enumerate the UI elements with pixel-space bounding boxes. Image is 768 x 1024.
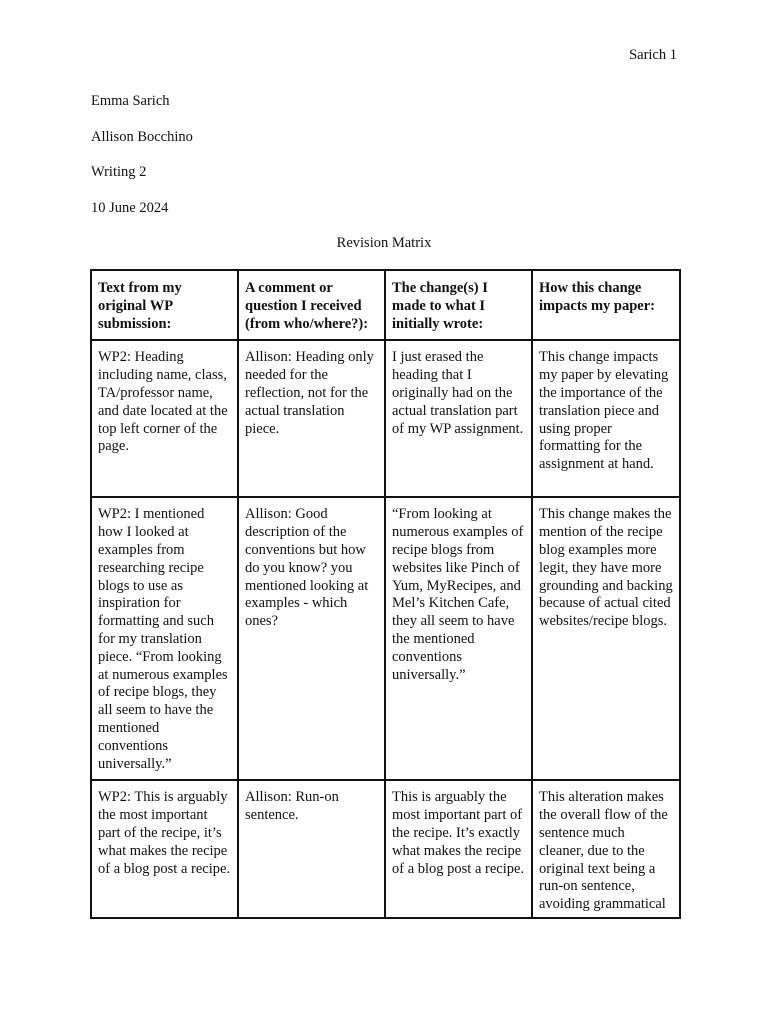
table-cell: “From looking at numerous examples of recipe blogs from websites like Pinch of Yum, MyRecipes, and Mel’s Kitchen Cafe, they all seem to have the mentioned conventions universally.” <box>385 497 532 780</box>
course-name: Writing 2 <box>91 164 147 180</box>
table-header-row <box>91 270 680 340</box>
table-cell: This change impacts my paper by elevating the importance of the translation piece and using proper formatting for the assignment at hand. <box>532 340 680 497</box>
column-header: The change(s) I made to what I initially wrote: <box>385 270 532 340</box>
cell-text: Allison: Run-on sentence. <box>245 789 339 824</box>
date: 10 June 2024 <box>91 200 169 216</box>
table-row <box>91 497 680 780</box>
table-cell: I just erased the heading that I originally had on the actual translation part of my WP assignment. <box>385 340 532 497</box>
table-cell <box>385 780 532 918</box>
cell-text: WP2: This is arguably the most important part of the recipe, it’s what makes the recipe of a blog post a recipe. <box>98 789 231 877</box>
author-name: Emma Sarich <box>91 93 170 109</box>
table-row <box>91 780 680 918</box>
cell-text: This alteration makes the overall flow of the sentence much cleaner, due to the original text being a run-on sentence, avoiding grammatical <box>539 789 668 912</box>
table-cell <box>238 780 385 918</box>
column-header: A comment or question I received (from who/where?): <box>238 270 385 340</box>
cell-text: This is arguably the most important part of the recipe. It’s exactly what makes the recipe of a blog post a recipe. <box>392 789 525 877</box>
table-cell: WP2: I mentioned how I looked at examples from researching recipe blogs to use as inspiration for formatting and such for my translation piece. “From looking at numerous examples of recipe blogs, they all seem to have the mentioned conventions universally.” <box>91 497 238 780</box>
table-cell: WP2: Heading including name, class, TA/professor name, and date located at the top left corner of the page. <box>91 340 238 497</box>
table-cell: This change makes the mention of the recipe blog examples more legit, they have more grounding and backing because of actual cited websites/recipe blogs. <box>532 497 680 780</box>
page-title: Revision Matrix <box>336 235 432 251</box>
table-cell <box>91 780 238 918</box>
running-head: Sarich 1 <box>629 47 677 63</box>
table-row <box>91 340 680 497</box>
table-cell: Allison: Good description of the conventions but how do you know? you mentioned looking at examples - which ones? <box>238 497 385 780</box>
column-header: How this change impacts my paper: <box>532 270 680 340</box>
table-cell: Allison: Heading only needed for the reflection, not for the actual translation piece. <box>238 340 385 497</box>
column-header: Text from my original WP submission: <box>91 270 238 340</box>
revision-matrix-table <box>90 269 681 919</box>
table-cell <box>532 780 680 918</box>
instructor-name: Allison Bocchino <box>91 129 193 145</box>
